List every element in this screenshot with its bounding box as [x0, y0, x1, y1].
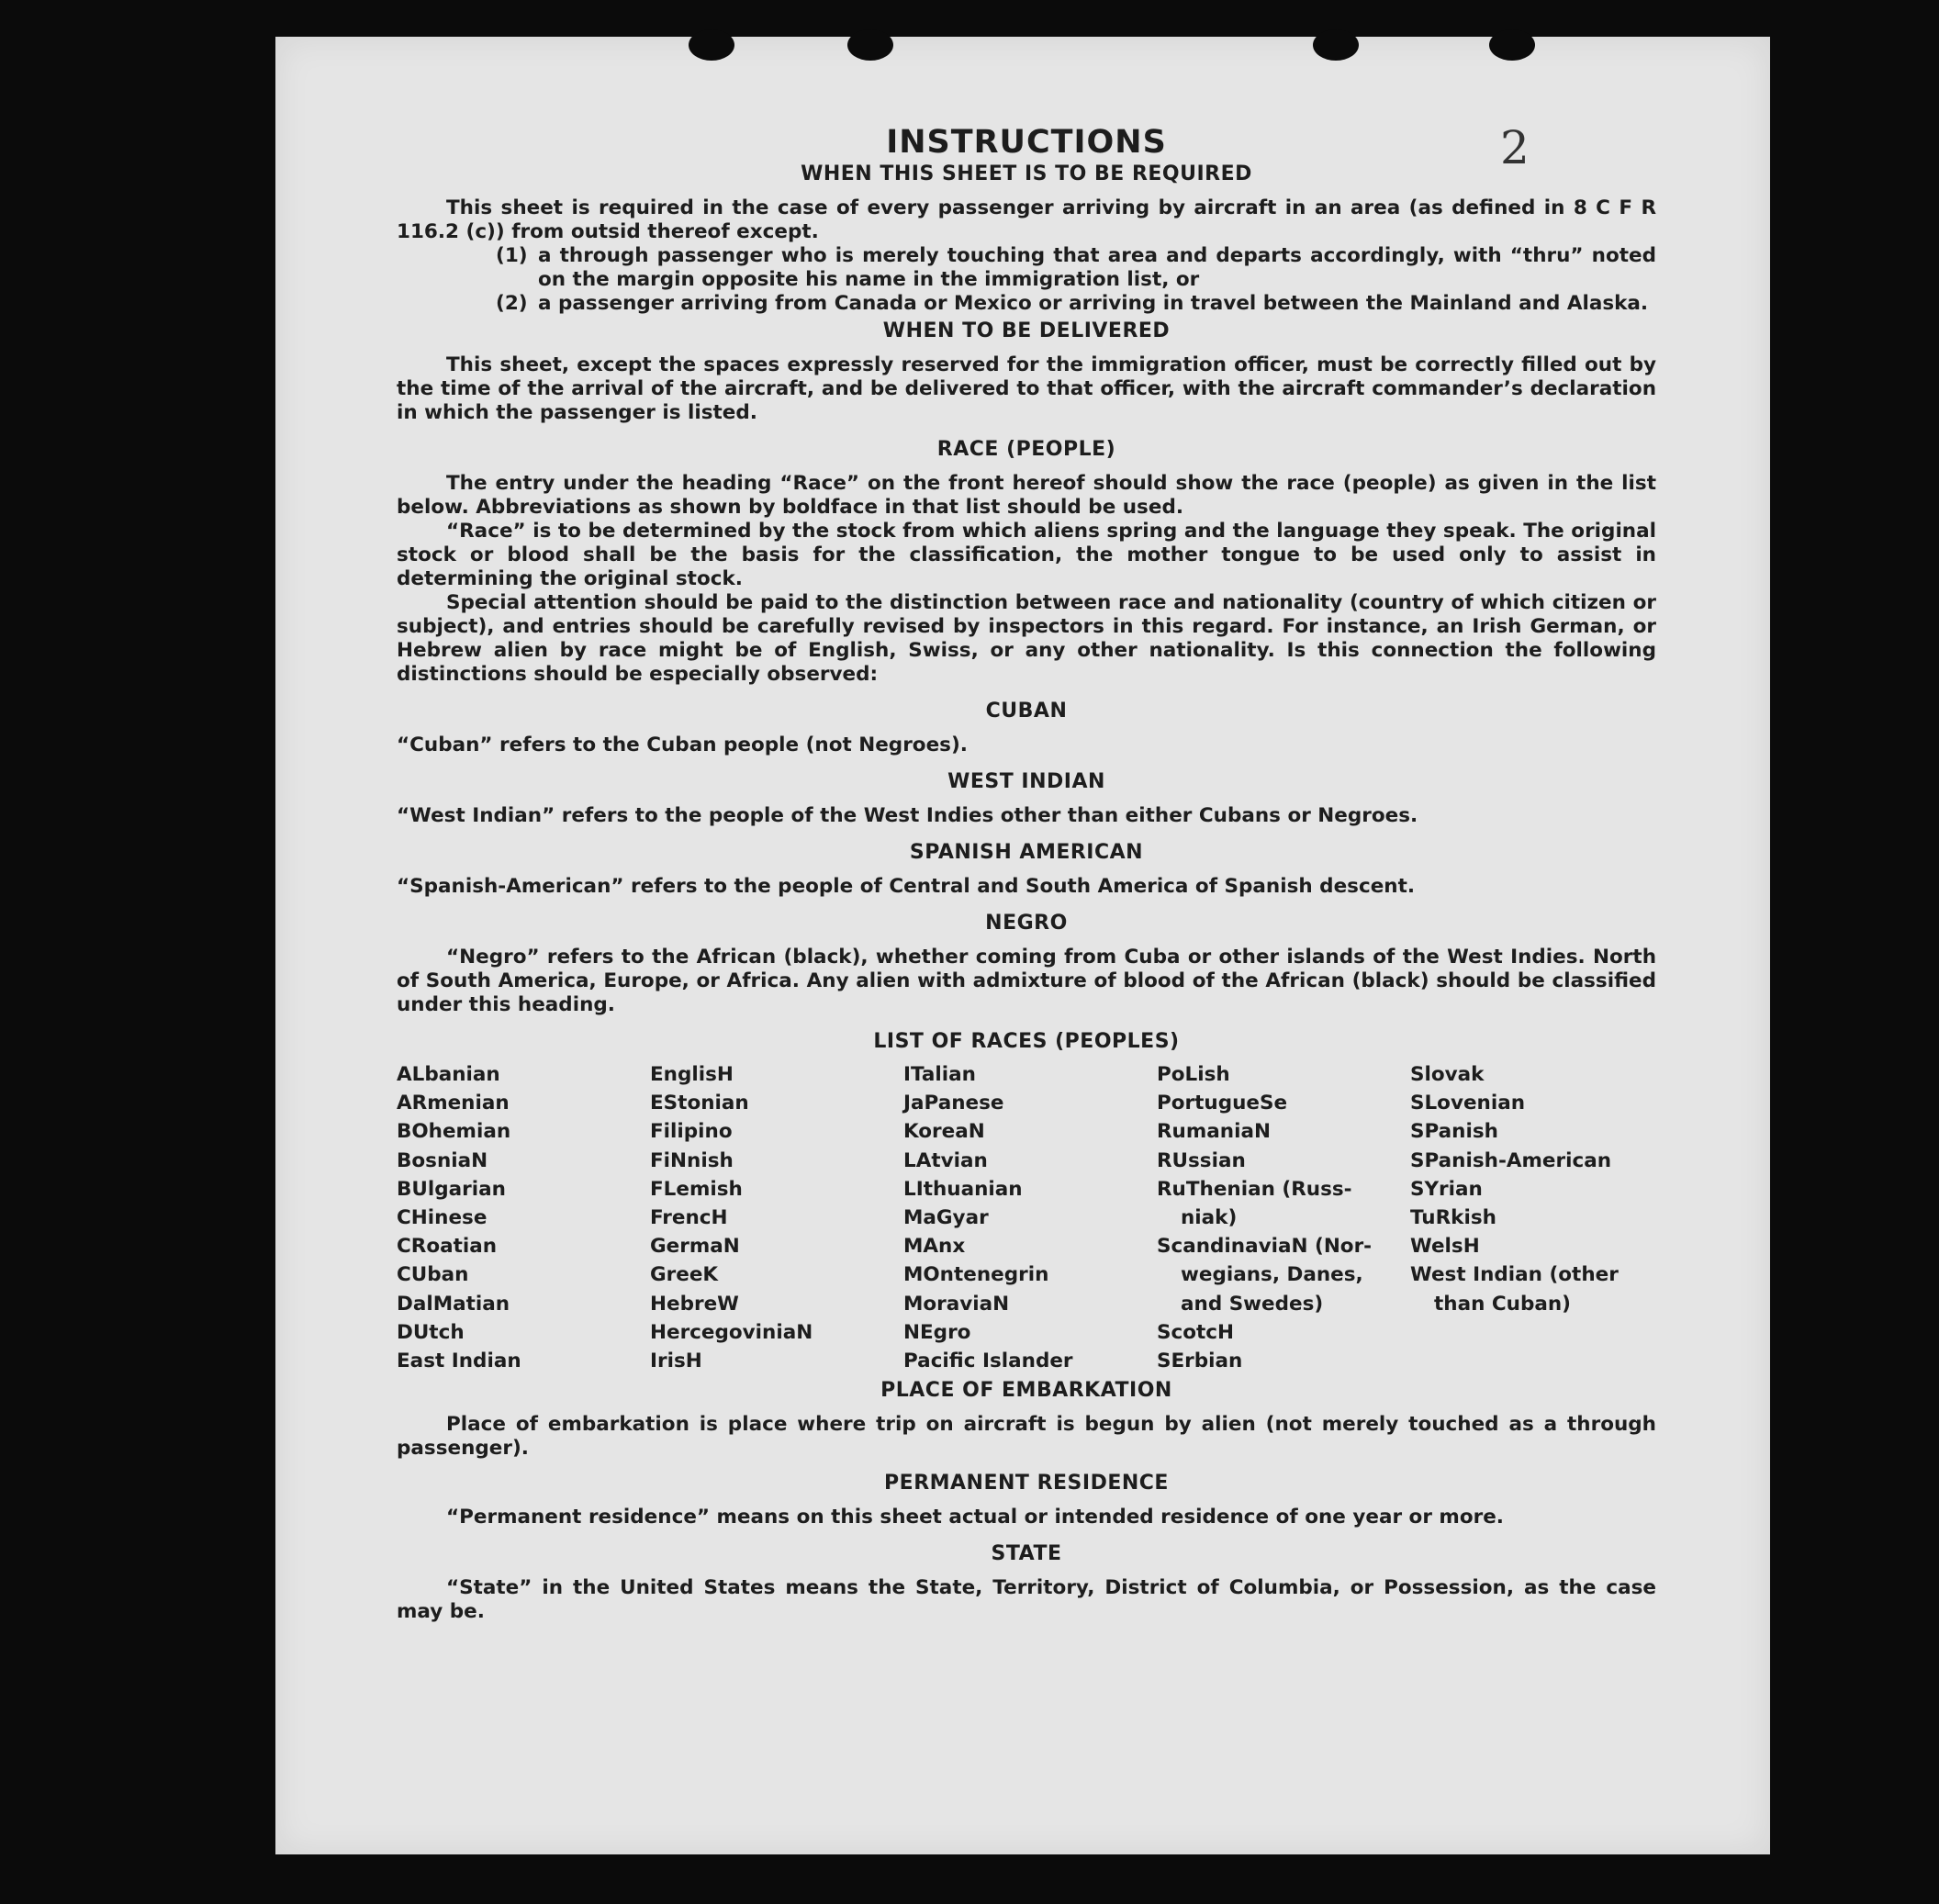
- race-entry: MoraviaN: [903, 1292, 1010, 1316]
- race-entry: SPanish: [1410, 1120, 1498, 1144]
- heading-when-required: WHEN THIS SHEET IS TO BE REQUIRED: [801, 162, 1252, 185]
- paragraph-negro: “Negro” refers to the African (black), whether coming from Cuba or other islands of the West Indies. North of South America, Europe, or Africa. Any alien with admixture of blood of the African (black) should be classified under this heading.: [397, 946, 1656, 1016]
- race-entry: TuRkish: [1410, 1206, 1496, 1230]
- race-entry: MOntenegrin: [903, 1263, 1049, 1287]
- race-entry: ScotcH: [1157, 1320, 1235, 1344]
- races-column: [1410, 1060, 1649, 1375]
- race-entry: EStonian: [650, 1092, 749, 1115]
- race-entry: RUssian: [1157, 1148, 1246, 1172]
- race-entry: KoreaN: [903, 1120, 985, 1144]
- paragraph-state: “State” in the United States means the State, Territory, District of Columbia, or Possession, as the case may be.: [397, 1576, 1656, 1624]
- paragraph-spanish-american: “Spanish-American” refers to the people of Central and South America of Spanish descent.: [397, 875, 1416, 898]
- races-column: [1157, 1060, 1410, 1375]
- race-entry: MAnx: [903, 1235, 966, 1259]
- race-entry: West Indian (other: [1410, 1263, 1619, 1287]
- handwritten-mark: 2: [1500, 121, 1530, 174]
- race-entry: ALbanian: [397, 1063, 500, 1086]
- exception-item: [496, 244, 1656, 292]
- race-entry: CRoatian: [397, 1235, 498, 1259]
- race-entry: East Indian: [397, 1350, 521, 1373]
- races-list: [397, 1060, 1656, 1375]
- race-entry: GermaN: [650, 1235, 740, 1259]
- heading-race: RACE (PEOPLE): [936, 438, 1116, 461]
- race-entry: IrisH: [650, 1350, 702, 1373]
- heading-embarkation: PLACE OF EMBARKATION: [880, 1379, 1172, 1403]
- paragraph-embarkation: Place of embarkation is place where trip on aircraft is begun by alien (not merely touched as a through passenger).: [397, 1413, 1656, 1461]
- race-entry: FLemish: [650, 1177, 743, 1201]
- paragraph-residence: “Permanent residence” means on this sheet actual or intended residence of one year or more.: [446, 1506, 1504, 1529]
- exception-item: [496, 292, 1656, 316]
- race-entry: HercegoviniaN: [650, 1320, 813, 1344]
- race-entry: RuThenian (Russ-: [1157, 1177, 1352, 1201]
- race-entry: SErbian: [1157, 1350, 1243, 1373]
- race-entry: LIthuanian: [903, 1177, 1023, 1201]
- race-entry: LAtvian: [903, 1148, 988, 1172]
- heading-west-indian: WEST INDIAN: [947, 770, 1105, 793]
- race-entry: PoLish: [1157, 1063, 1230, 1086]
- race-entry: CUban: [397, 1263, 469, 1287]
- page-title: INSTRUCTIONS: [886, 124, 1167, 161]
- race-entry: Pacific Islander: [903, 1350, 1073, 1373]
- paragraph-race-3: Special attention should be paid to the distinction between race and nationality (country of which citizen or subject), and entries should be carefully revised by inspectors in this regard. For instance, an Irish German, or Hebrew alien by race might be of English, Swiss, or any other nationality. Is this connection the following distinctions should be especially observed:: [397, 591, 1656, 686]
- race-entry: DalMatian: [397, 1292, 510, 1316]
- race-entry: FrencH: [650, 1206, 728, 1230]
- race-entry-continued: and Swedes): [1181, 1292, 1324, 1316]
- races-column: [903, 1060, 1157, 1375]
- race-entry: SPanish-American: [1410, 1148, 1612, 1172]
- race-entry: ARmenian: [397, 1092, 510, 1115]
- race-entry: ScandinaviaN (Nor-: [1157, 1235, 1373, 1259]
- race-entry: JaPanese: [903, 1092, 1004, 1115]
- race-entry: RumaniaN: [1157, 1120, 1271, 1144]
- race-entry: BOhemian: [397, 1120, 511, 1144]
- races-column: [650, 1060, 903, 1375]
- heading-when-delivered: WHEN TO BE DELIVERED: [882, 319, 1171, 342]
- punch-hole: [1313, 29, 1359, 61]
- race-entry: HebreW: [650, 1292, 739, 1316]
- punch-hole: [689, 29, 734, 61]
- races-column: [397, 1060, 650, 1375]
- instructions-content: [397, 124, 1656, 1624]
- race-entry: SLovenian: [1410, 1092, 1526, 1115]
- race-entry: MaGyar: [903, 1206, 989, 1230]
- race-entry: Filipino: [650, 1120, 733, 1144]
- heading-cuban: CUBAN: [985, 700, 1068, 722]
- item-number: (2): [496, 292, 528, 315]
- heading-negro: NEGRO: [985, 912, 1068, 935]
- heading-state: STATE: [991, 1542, 1062, 1566]
- race-entry: PortugueSe: [1157, 1092, 1288, 1115]
- heading-residence: PERMANENT RESIDENCE: [884, 1472, 1169, 1495]
- race-entry: SYrian: [1410, 1177, 1483, 1201]
- document-page: [275, 37, 1770, 1854]
- race-entry: GreeK: [650, 1263, 719, 1287]
- punch-hole: [847, 29, 893, 61]
- race-entry: NEgro: [903, 1320, 971, 1344]
- item-text: a through passenger who is merely touching that area and departs accordingly, with “thru” noted on the margin opposite his name in the immigration list, or: [538, 244, 1656, 291]
- race-entry: WelsH: [1410, 1235, 1480, 1259]
- race-entry: Slovak: [1410, 1063, 1485, 1086]
- race-entry-continued: wegians, Danes,: [1181, 1263, 1363, 1287]
- race-entry: BosniaN: [397, 1148, 488, 1172]
- paragraph-when-required: This sheet is required in the case of every passenger arriving by aircraft in an area (as defined in 8 C F R 116.2 (c)) from outsid thereof except.: [397, 196, 1656, 243]
- race-entry: FiNnish: [650, 1148, 734, 1172]
- race-entry: CHinese: [397, 1206, 488, 1230]
- heading-list-of-races: LIST OF RACES (PEOPLES): [873, 1030, 1180, 1053]
- item-text: a passenger arriving from Canada or Mexico or arriving in travel between the Mainland and Alaska.: [538, 292, 1649, 315]
- race-entry-continued: than Cuban): [1434, 1292, 1571, 1316]
- paragraph-cuban: “Cuban” refers to the Cuban people (not Negroes).: [397, 734, 968, 756]
- race-entry: ITalian: [903, 1063, 976, 1086]
- paragraph-when-delivered: This sheet, except the spaces expressly reserved for the immigration officer, must be correctly filled out by the time of the arrival of the aircraft, and be delivered to that officer, with the aircraft commander’s declaration in which the passenger is listed.: [397, 353, 1656, 424]
- race-entry: DUtch: [397, 1320, 465, 1344]
- heading-spanish-american: SPANISH AMERICAN: [909, 841, 1144, 864]
- paragraph-west-indian: “West Indian” refers to the people of the West Indies other than either Cubans or Negroes.: [397, 804, 1418, 827]
- paragraph-race-2: “Race” is to be determined by the stock from which aliens spring and the language they speak. The original stock or blood shall be the basis for the classification, the mother tongue to be used only to assist in determining the original stock.: [397, 520, 1656, 590]
- race-entry: BUlgarian: [397, 1177, 506, 1201]
- race-entry: EnglisH: [650, 1063, 734, 1086]
- race-entry-continued: niak): [1181, 1206, 1238, 1230]
- paragraph-race-1: The entry under the heading “Race” on the front hereof should show the race (people) as given in the list below. Abbreviations as shown by boldface in that list should be used.: [397, 472, 1656, 519]
- punch-hole: [1489, 29, 1535, 61]
- item-number: (1): [496, 244, 528, 267]
